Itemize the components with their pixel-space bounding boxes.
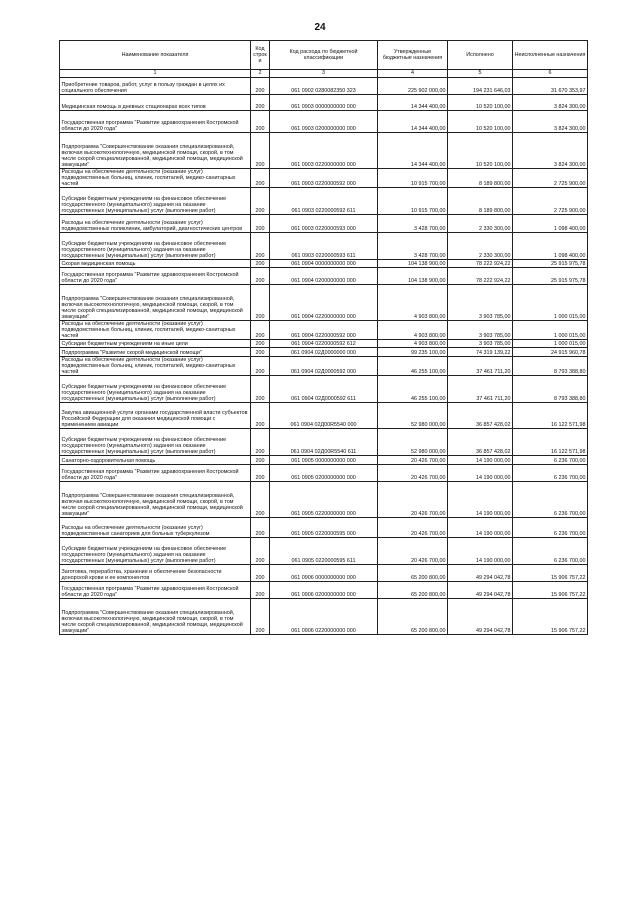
header-approved: Утвержденные бюджетные назначения — [378, 41, 448, 70]
executed-amount-cell: 14 190 000,00 — [448, 538, 513, 565]
approved-amount-cell: 52 980 000,00 — [378, 403, 448, 429]
indicator-name-cell: Подпрограмма "Совершенствование оказания специализированной, включая высокотехнологичную, медицинской помощи, скорой, в том числе скорой специализированной, медицинской помощи, медицинской эвакуации" — [60, 133, 251, 169]
table-row — [60, 582, 588, 599]
executed-amount-cell: 78 222 924,22 — [448, 268, 513, 285]
executed-amount-cell: 14 190 000,00 — [448, 518, 513, 538]
line-code-cell: 200 — [251, 348, 270, 357]
line-code-cell: 200 — [251, 78, 270, 95]
indicator-name-cell: Подпрограмма "Развитие скорой медицинской помощи" — [60, 348, 251, 357]
approved-amount-cell: 20 426 700,00 — [378, 538, 448, 565]
table-row — [60, 260, 588, 268]
indicator-name-cell: Расходы на обеспечение деятельности (оказание услуг) подведомственных больниц, клиник, госпиталей, медико-санитарных частей — [60, 321, 251, 340]
remaining-amount-cell: 1 000 015,00 — [513, 285, 588, 321]
budget-code-cell: 061 0903 0220000593 611 — [270, 233, 378, 260]
approved-amount-cell: 4 903 800,00 — [378, 340, 448, 348]
column-number: 5 — [448, 70, 513, 78]
table-row — [60, 357, 588, 376]
approved-amount-cell: 20 426 700,00 — [378, 482, 448, 518]
table-row — [60, 111, 588, 133]
remaining-amount-cell: 8 793 388,80 — [513, 376, 588, 403]
indicator-name-cell: Медицинская помощь в дневных стационарах всех типов — [60, 95, 251, 111]
remaining-amount-cell: 15 906 757,22 — [513, 599, 588, 635]
table-row — [60, 403, 588, 429]
line-code-cell: 200 — [251, 582, 270, 599]
line-code-cell: 200 — [251, 321, 270, 340]
executed-amount-cell: 8 189 800,00 — [448, 188, 513, 215]
approved-amount-cell: 65 200 800,00 — [378, 582, 448, 599]
approved-amount-cell: 46 255 100,00 — [378, 357, 448, 376]
indicator-name-cell: Государственная программа "Развитие здравоохранения Костромской области до 2020 года" — [60, 582, 251, 599]
approved-amount-cell: 10 915 700,00 — [378, 188, 448, 215]
indicator-name-cell: Санаторно-оздоровительная помощь — [60, 456, 251, 465]
budget-code-cell: 061 0904 02Д00R5540 611 — [270, 429, 378, 456]
remaining-amount-cell: 8 793 388,80 — [513, 357, 588, 376]
table-row — [60, 376, 588, 403]
indicator-name-cell: Заготовка, переработка, хранение и обеспечение безопасности донорской крови и ее компонентов — [60, 565, 251, 582]
executed-amount-cell: 10 520 100,00 — [448, 133, 513, 169]
budget-code-cell: 061 0905 0200000000 000 — [270, 465, 378, 482]
approved-amount-cell: 104 138 900,00 — [378, 260, 448, 268]
indicator-name-cell: Субсидии бюджетным учреждениям на иные цели — [60, 340, 251, 348]
budget-code-cell: 061 0904 02Д0000592 000 — [270, 357, 378, 376]
remaining-amount-cell: 6 236 700,00 — [513, 482, 588, 518]
budget-code-cell: 061 0906 0000000000 000 — [270, 565, 378, 582]
remaining-amount-cell: 3 824 300,00 — [513, 111, 588, 133]
line-code-cell: 200 — [251, 169, 270, 188]
remaining-amount-cell: 1 000 015,00 — [513, 340, 588, 348]
indicator-name-cell: Субсидии бюджетным учреждениям на финансовое обеспечение государственного (муниципального) задания на оказание государственных (муниципальных) услуг (выполнение работ) — [60, 188, 251, 215]
table-header-row — [60, 41, 588, 70]
table-row — [60, 599, 588, 635]
executed-amount-cell: 10 520 100,00 — [448, 111, 513, 133]
budget-code-cell: 061 0905 0000000000 000 — [270, 456, 378, 465]
line-code-cell: 200 — [251, 285, 270, 321]
column-number-row — [60, 70, 588, 78]
executed-amount-cell: 3 903 785,00 — [448, 321, 513, 340]
remaining-amount-cell: 1 098 400,00 — [513, 215, 588, 233]
approved-amount-cell: 20 426 700,00 — [378, 518, 448, 538]
table-row — [60, 169, 588, 188]
line-code-cell: 200 — [251, 599, 270, 635]
approved-amount-cell: 65 200 800,00 — [378, 599, 448, 635]
line-code-cell: 200 — [251, 482, 270, 518]
remaining-amount-cell: 6 236 700,00 — [513, 538, 588, 565]
budget-code-cell: 061 0903 0000000000 000 — [270, 95, 378, 111]
budget-code-cell: 061 0904 02Д0000592 611 — [270, 376, 378, 403]
line-code-cell: 200 — [251, 268, 270, 285]
approved-amount-cell: 10 915 700,00 — [378, 169, 448, 188]
indicator-name-cell: Подпрограмма "Совершенствование оказания специализированной, включая высокотехнологичную, медицинской помощи, скорой, в том числе скорой специализированной, медицинской помощи, медицинской эвакуации" — [60, 285, 251, 321]
table-row — [60, 518, 588, 538]
executed-amount-cell: 2 330 300,00 — [448, 215, 513, 233]
indicator-name-cell: Расходы на обеспечение деятельности (оказание услуг) подведомственных поликлиник, амбулаторий, диагностических центров — [60, 215, 251, 233]
indicator-name-cell: Расходы на обеспечение деятельности (оказание услуг) подведомственных больниц, клиник, госпиталей, медико-санитарных частей — [60, 357, 251, 376]
line-code-cell: 200 — [251, 95, 270, 111]
line-code-cell: 200 — [251, 456, 270, 465]
remaining-amount-cell: 3 824 300,00 — [513, 133, 588, 169]
executed-amount-cell: 74 319 139,22 — [448, 348, 513, 357]
executed-amount-cell: 14 190 000,00 — [448, 456, 513, 465]
remaining-amount-cell: 15 906 757,22 — [513, 565, 588, 582]
table-row — [60, 268, 588, 285]
budget-code-cell: 061 0904 0200000000 000 — [270, 268, 378, 285]
table-row — [60, 482, 588, 518]
budget-code-cell: 061 0903 0200000000 000 — [270, 111, 378, 133]
line-code-cell: 200 — [251, 376, 270, 403]
line-code-cell: 200 — [251, 429, 270, 456]
line-code-cell: 200 — [251, 111, 270, 133]
column-number: 1 — [60, 70, 251, 78]
indicator-name-cell: Подпрограмма "Совершенствование оказания специализированной, включая высокотехнологичную, медицинской помощи, скорой, в том числе скорой специализированной, медицинской помощи, медицинской эвакуации" — [60, 482, 251, 518]
executed-amount-cell: 36 857 428,02 — [448, 403, 513, 429]
table-row — [60, 133, 588, 169]
approved-amount-cell: 14 344 400,00 — [378, 133, 448, 169]
header-budget-code: Код расхода по бюджетной классификации — [270, 41, 378, 70]
line-code-cell: 200 — [251, 538, 270, 565]
remaining-amount-cell: 25 915 975,78 — [513, 268, 588, 285]
indicator-name-cell: Государственная программа "Развитие здравоохранения Костромской области до 2020 года" — [60, 268, 251, 285]
executed-amount-cell: 194 231 646,03 — [448, 78, 513, 95]
executed-amount-cell: 37 461 711,20 — [448, 357, 513, 376]
indicator-name-cell: Субсидии бюджетным учреждениям на финансовое обеспечение государственного (муниципального) задания на оказание государственных (муниципальных) услуг (выполнение работ) — [60, 538, 251, 565]
approved-amount-cell: 14 344 400,00 — [378, 111, 448, 133]
executed-amount-cell: 14 190 000,00 — [448, 482, 513, 518]
table-row — [60, 188, 588, 215]
table-row — [60, 429, 588, 456]
line-code-cell: 200 — [251, 518, 270, 538]
budget-code-cell: 061 0903 0220000593 000 — [270, 215, 378, 233]
table-row — [60, 456, 588, 465]
table-row — [60, 215, 588, 233]
approved-amount-cell: 104 138 900,00 — [378, 268, 448, 285]
table-row — [60, 285, 588, 321]
budget-code-cell: 061 0903 0220000592 611 — [270, 188, 378, 215]
page-number: 24 — [314, 22, 326, 33]
remaining-amount-cell: 6 236 700,00 — [513, 456, 588, 465]
line-code-cell: 200 — [251, 233, 270, 260]
approved-amount-cell: 4 903 800,00 — [378, 285, 448, 321]
table-row — [60, 321, 588, 340]
remaining-amount-cell: 24 915 960,78 — [513, 348, 588, 357]
approved-amount-cell: 46 255 100,00 — [378, 376, 448, 403]
budget-code-cell: 061 0905 0220000595 611 — [270, 538, 378, 565]
header-remaining: Неисполненные назначения — [513, 41, 588, 70]
budget-code-cell: 061 0904 0000000000 000 — [270, 260, 378, 268]
line-code-cell: 200 — [251, 565, 270, 582]
line-code-cell: 200 — [251, 133, 270, 169]
indicator-name-cell: Субсидии бюджетным учреждениям на финансовое обеспечение государственного (муниципального) задания на оказание государственных (муниципальных) услуг (выполнение работ) — [60, 376, 251, 403]
executed-amount-cell: 3 903 785,00 — [448, 340, 513, 348]
budget-execution-table — [59, 40, 588, 635]
remaining-amount-cell: 16 122 571,98 — [513, 429, 588, 456]
table-body — [60, 78, 588, 635]
indicator-name-cell: Приобретение товаров, работ, услуг в пользу граждан в целях их социального обеспечения — [60, 78, 251, 95]
column-number: 3 — [270, 70, 378, 78]
line-code-cell: 200 — [251, 188, 270, 215]
executed-amount-cell: 2 330 300,00 — [448, 233, 513, 260]
budget-code-cell: 061 0906 0220000000 000 — [270, 599, 378, 635]
column-number: 6 — [513, 70, 588, 78]
table-row — [60, 538, 588, 565]
budget-code-cell: 061 0903 0220000592 000 — [270, 169, 378, 188]
indicator-name-cell: Государственная программа "Развитие здравоохранения Костромской области до 2020 года" — [60, 111, 251, 133]
indicator-name-cell: Субсидии бюджетным учреждениям на финансовое обеспечение государственного (муниципального) задания на оказание государственных (муниципальных) услуг (выполнение работ) — [60, 429, 251, 456]
line-code-cell: 200 — [251, 215, 270, 233]
budget-code-cell: 061 0905 0220000000 000 — [270, 482, 378, 518]
budget-code-cell: 061 0904 0220000000 000 — [270, 285, 378, 321]
table-row — [60, 233, 588, 260]
executed-amount-cell: 10 520 100,00 — [448, 95, 513, 111]
approved-amount-cell: 3 428 700,00 — [378, 215, 448, 233]
executed-amount-cell: 49 294 042,78 — [448, 582, 513, 599]
remaining-amount-cell: 2 725 900,00 — [513, 169, 588, 188]
budget-code-cell: 061 0906 0200000000 000 — [270, 582, 378, 599]
budget-code-cell: 061 0905 0220000595 000 — [270, 518, 378, 538]
indicator-name-cell: Расходы на обеспечение деятельности (оказание услуг) подведомственных санаториев для больных туберкулезом — [60, 518, 251, 538]
line-code-cell: 200 — [251, 465, 270, 482]
remaining-amount-cell: 2 725 900,00 — [513, 188, 588, 215]
header-line-code: Код строк и — [251, 41, 270, 70]
table-row — [60, 465, 588, 482]
table-row — [60, 340, 588, 348]
indicator-name-cell: Скорая медицинская помощь — [60, 260, 251, 268]
table-row — [60, 348, 588, 357]
indicator-name-cell: Подпрограмма "Совершенствование оказания специализированной, включая высокотехнологичную, медицинской помощи, скорой, в том числе скорой специализированной, медицинской помощи, медицинской эвакуации" — [60, 599, 251, 635]
executed-amount-cell: 49 294 042,78 — [448, 565, 513, 582]
remaining-amount-cell: 31 670 353,97 — [513, 78, 588, 95]
budget-code-cell: 061 0902 0280082350 323 — [270, 78, 378, 95]
executed-amount-cell: 8 189 800,00 — [448, 169, 513, 188]
remaining-amount-cell: 1 098 400,00 — [513, 233, 588, 260]
column-number: 4 — [378, 70, 448, 78]
line-code-cell: 200 — [251, 260, 270, 268]
remaining-amount-cell: 1 000 015,00 — [513, 321, 588, 340]
table-row — [60, 565, 588, 582]
approved-amount-cell: 4 903 800,00 — [378, 321, 448, 340]
executed-amount-cell: 37 461 711,20 — [448, 376, 513, 403]
executed-amount-cell: 49 294 042,78 — [448, 599, 513, 635]
approved-amount-cell: 20 426 700,00 — [378, 465, 448, 482]
indicator-name-cell: Государственная программа "Развитие здравоохранения Костромской области до 2020 года" — [60, 465, 251, 482]
table-row — [60, 78, 588, 95]
remaining-amount-cell: 25 915 975,78 — [513, 260, 588, 268]
executed-amount-cell: 78 222 924,22 — [448, 260, 513, 268]
approved-amount-cell: 14 344 400,00 — [378, 95, 448, 111]
approved-amount-cell: 225 902 000,00 — [378, 78, 448, 95]
header-executed: Исполнено — [448, 41, 513, 70]
line-code-cell: 200 — [251, 340, 270, 348]
executed-amount-cell: 36 857 428,02 — [448, 429, 513, 456]
line-code-cell: 200 — [251, 357, 270, 376]
indicator-name-cell: Субсидии бюджетным учреждениям на финансовое обеспечение государственного (муниципального) задания на оказание государственных (муниципальных) услуг (выполнение работ) — [60, 233, 251, 260]
budget-code-cell: 061 0903 0220000000 000 — [270, 133, 378, 169]
budget-code-cell: 061 0904 02Д00R5540 000 — [270, 403, 378, 429]
remaining-amount-cell: 15 906 757,22 — [513, 582, 588, 599]
executed-amount-cell: 14 190 000,00 — [448, 465, 513, 482]
remaining-amount-cell: 6 236 700,00 — [513, 465, 588, 482]
remaining-amount-cell: 3 824 300,00 — [513, 95, 588, 111]
column-number: 2 — [251, 70, 270, 78]
remaining-amount-cell: 6 236 700,00 — [513, 518, 588, 538]
table-row — [60, 95, 588, 111]
remaining-amount-cell: 16 122 571,98 — [513, 403, 588, 429]
line-code-cell: 200 — [251, 403, 270, 429]
indicator-name-cell: Закупка авиационной услуги органами государственной власти субъектов Российской Федерации для оказания медицинской помощи с применением авиации — [60, 403, 251, 429]
budget-code-cell: 061 0904 0220000592 612 — [270, 340, 378, 348]
approved-amount-cell: 65 200 800,00 — [378, 565, 448, 582]
header-indicator-name: Наименование показателя — [60, 41, 251, 70]
budget-code-cell: 061 0904 02Д0000000 000 — [270, 348, 378, 357]
approved-amount-cell: 3 428 700,00 — [378, 233, 448, 260]
budget-code-cell: 061 0904 0220000592 000 — [270, 321, 378, 340]
approved-amount-cell: 99 235 100,00 — [378, 348, 448, 357]
indicator-name-cell: Расходы на обеспечение деятельности (оказание услуг) подведомственных больниц, клиник, госпиталей, медико-санитарных частей — [60, 169, 251, 188]
approved-amount-cell: 52 980 000,00 — [378, 429, 448, 456]
executed-amount-cell: 3 903 785,00 — [448, 285, 513, 321]
approved-amount-cell: 20 426 700,00 — [378, 456, 448, 465]
